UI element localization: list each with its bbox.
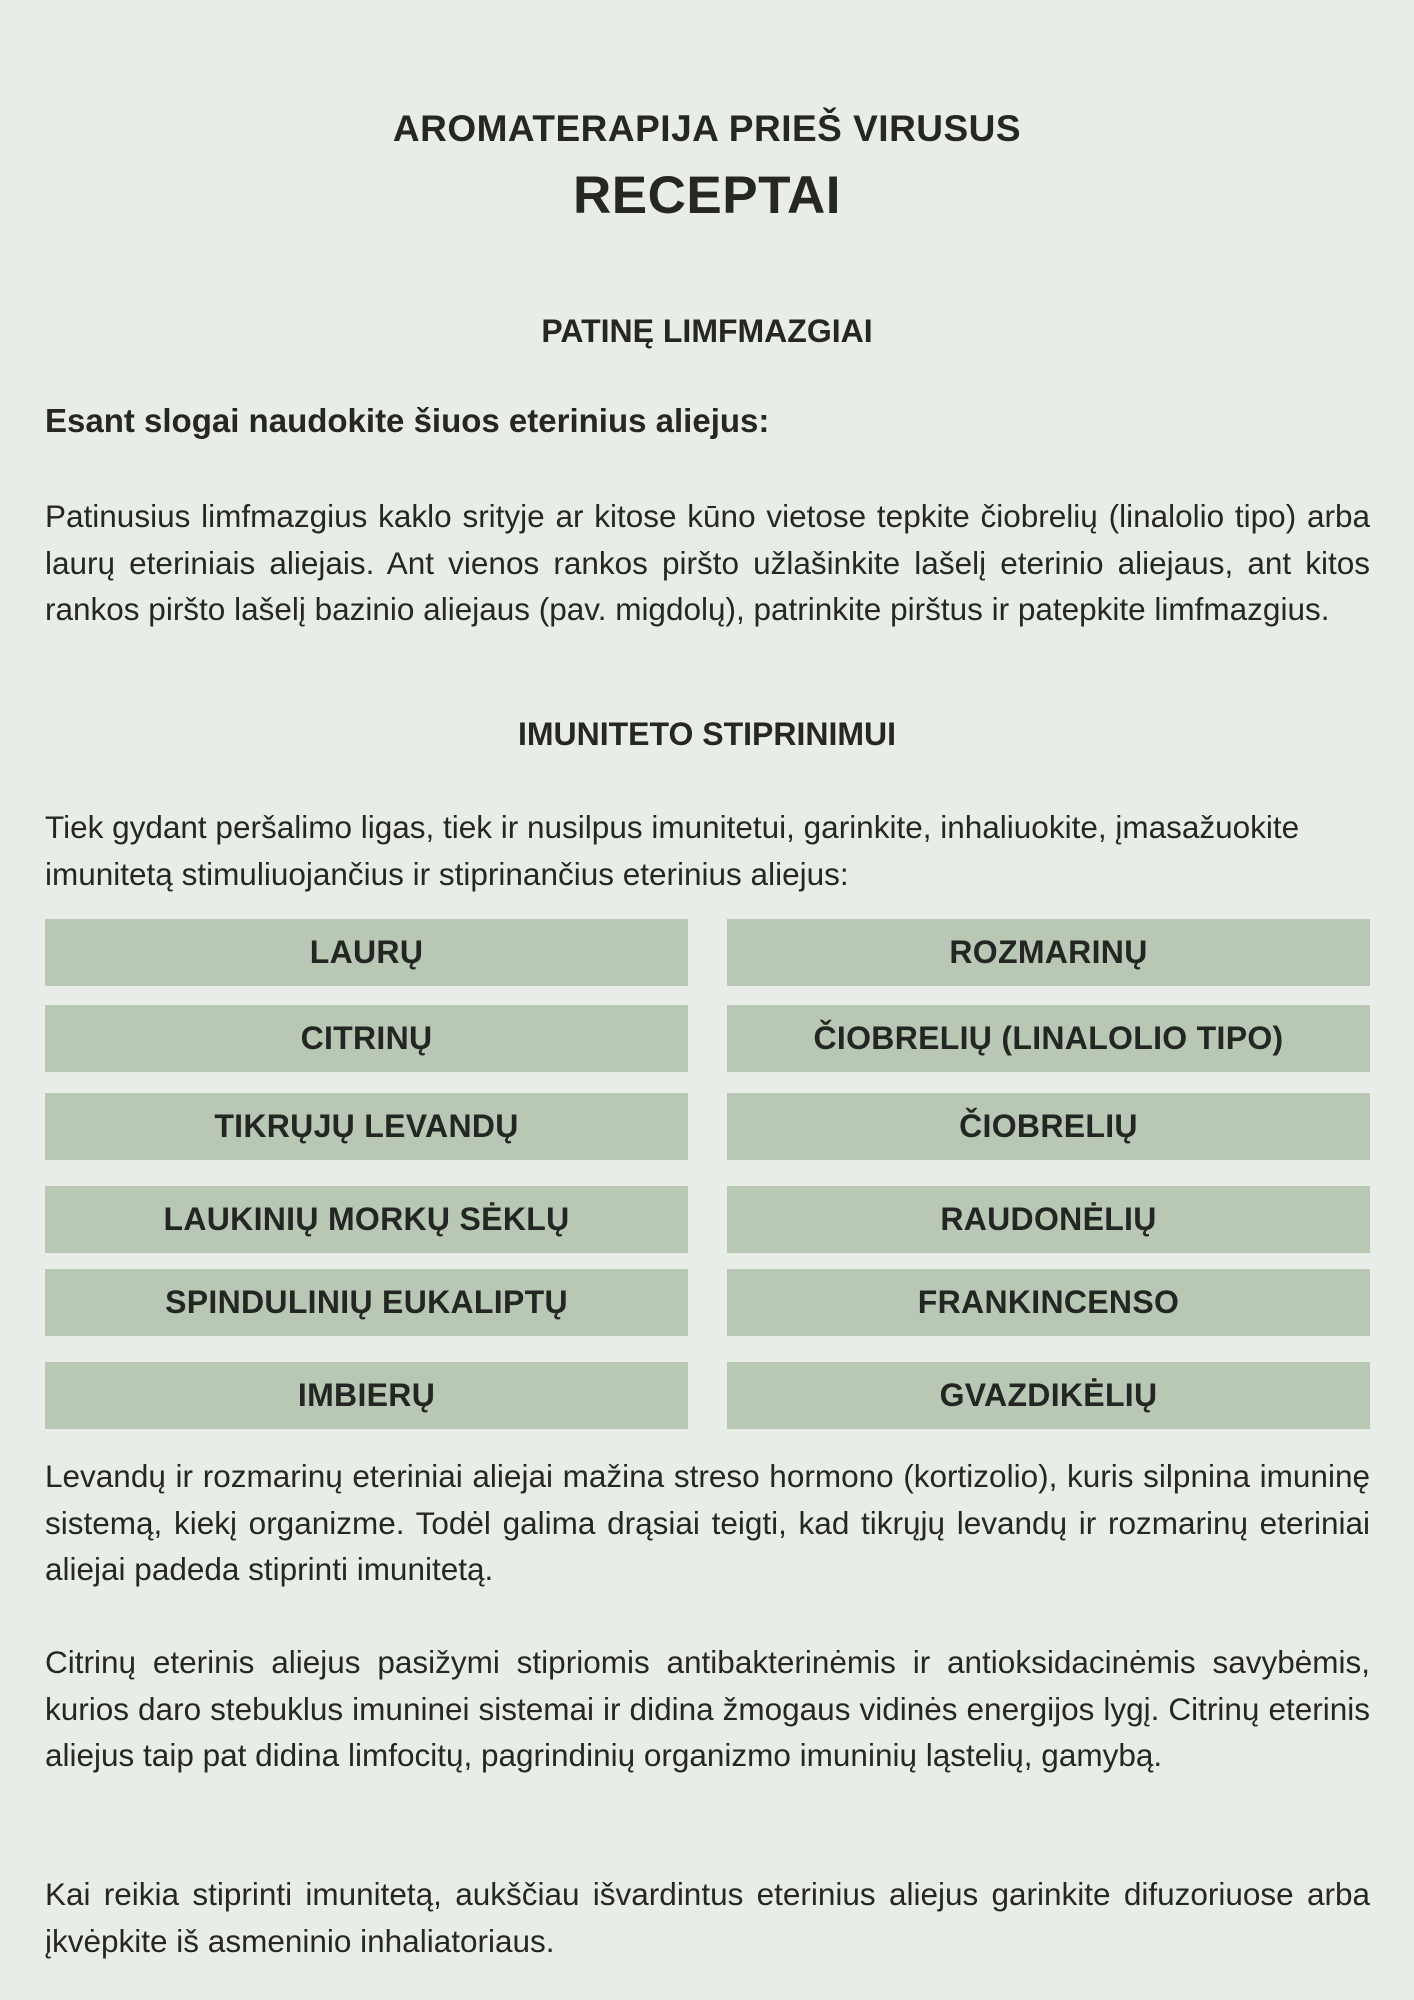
oil-cell: ČIOBRELIŲ [727,1093,1370,1160]
lymph-paragraph: Patinusius limfmazgius kaklo srityje ar kitose kūno vietose tepkite čiobrelių (linalolio tipo) arba laurų eteriniais aliejais. Ant vienos rankos piršto užlašinkite lašelį eterinio aliejaus, ant kitos rankos piršto lašelį bazinio aliejaus (pav. migdolų), patrinkite pirštus ir patepkite limfmazgius. [45,498,1370,627]
oil-cell: IMBIERŲ [45,1362,688,1429]
oil-cell: TIKRŲJŲ LEVANDŲ [45,1093,688,1160]
section-lead: Esant slogai naudokite šiuos eterinius aliejus: [45,402,770,439]
oil-cell: LAURŲ [45,919,688,986]
section-heading-lymph: PATINĘ LIMFMAZGIAI [541,313,873,349]
page-title: AROMATERAPIJA PRIEŠ VIRUSUS [392,108,1022,149]
oil-cell: GVAZDIKĖLIŲ [727,1362,1370,1429]
oil-cell: CITRINŲ [45,1005,688,1072]
oil-cell: LAUKINIŲ MORKŲ SĖKLŲ [45,1186,688,1253]
section-heading-immunity: IMUNITETO STIPRINIMUI [517,716,897,752]
lemon-paragraph: Citrinų eterinis aliejus pasižymi stipriomis antibakterinėmis ir antioksidacinėmis savybėmis, kurios daro stebuklus imuninei sistemai ir didina žmogaus vidinės energijos lygį. Citrinų eterinis aliejus taip pat didina limfocitų, pagrindinių organizmo imuninių ląstelių, gamybą. [45,1644,1370,1773]
oil-cell: FRANKINCENSO [727,1269,1370,1336]
immunity-intro: Tiek gydant peršalimo ligas, tiek ir nusilpus imunitetui, garinkite, inhaliuokite, įmasažuokite imunitetą stimuliuojančius ir stiprinančius eterinius aliejus: [45,809,1300,892]
page-subtitle: RECEPTAI [572,166,842,225]
oil-cell: ČIOBRELIŲ (LINALOLIO TIPO) [727,1005,1370,1072]
diffuser-paragraph: Kai reikia stiprinti imunitetą, aukščiau išvardintus eterinius aliejus garinkite difuzoriuose arba įkvėpkite iš asmeninio inhaliatoriaus. [45,1876,1370,1959]
oil-cell: RAUDONĖLIŲ [727,1186,1370,1253]
oil-cell: ROZMARINŲ [727,919,1370,986]
lavender-rosemary-paragraph: Levandų ir rozmarinų eteriniai aliejai mažina streso hormono (kortizolio), kuris silpnina imuninę sistemą, kiekį organizme. Todėl galima drąsiai teigti, kad tikrųjų levandų ir rozmarinų eteriniai aliejai padeda stiprinti imunitetą. [45,1458,1370,1587]
oil-cell: SPINDULINIŲ EUKALIPTŲ [45,1269,688,1336]
